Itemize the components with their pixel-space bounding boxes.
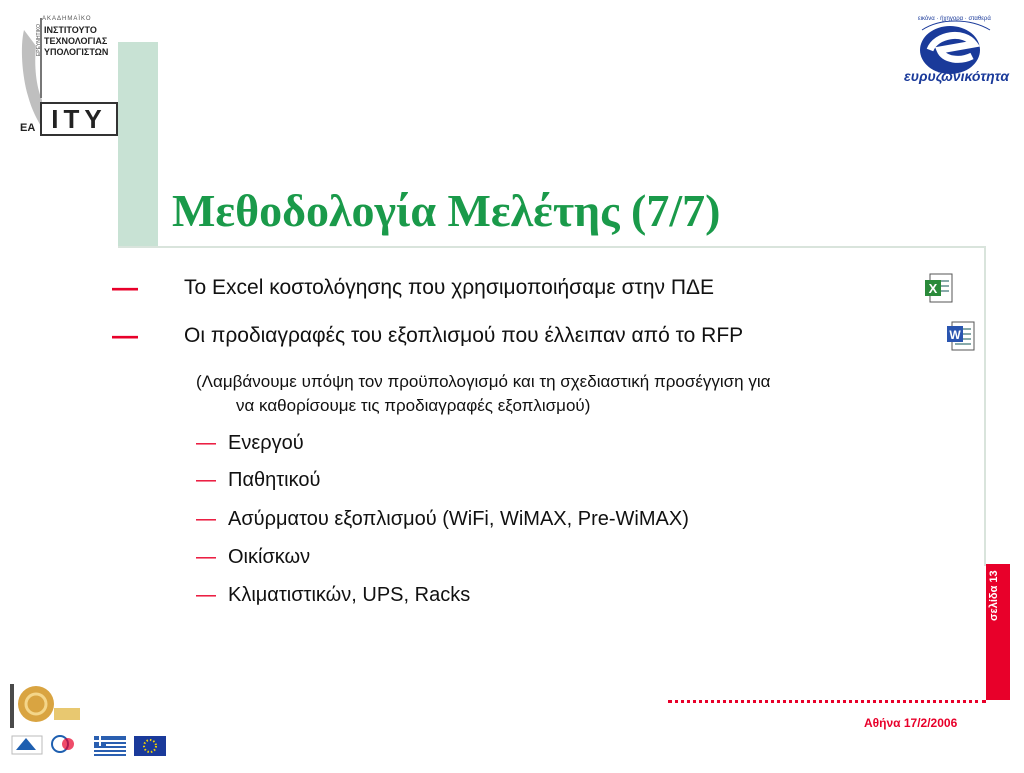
ity-ea-label: ΕΑ bbox=[20, 122, 36, 134]
title-accent-bar bbox=[118, 42, 158, 247]
specs-note-line1: (Λαμβάνουμε υπόψη τον προϋπολογισμό και τη σχεδιαστική προσέγγιση για bbox=[196, 372, 771, 391]
content-right-rule bbox=[984, 248, 986, 566]
ity-institute-name bbox=[44, 25, 108, 58]
bullet-excel bbox=[112, 272, 715, 302]
bullet-excel-text: Το Excel κοστολόγησης που χρησιμοποιήσαμε στην ΠΔΕ bbox=[184, 276, 715, 299]
information-society-logo bbox=[18, 686, 80, 722]
word-file-icon[interactable] bbox=[946, 320, 976, 352]
ity-research-label: ΕΡΕΥΝΗΤΙΚΟ bbox=[36, 24, 42, 57]
eu-flag-icon bbox=[134, 736, 166, 756]
list-item-text: Ασύρματου εξοπλισμού (WiFi, WiMAX, Pre-WiMAX) bbox=[228, 508, 689, 530]
bullet-marker: — bbox=[112, 320, 138, 350]
specs-note bbox=[196, 370, 976, 418]
list-item bbox=[196, 469, 320, 492]
list-item-text: Κλιματιστικών, UPS, Racks bbox=[228, 584, 471, 606]
bullet-marker: — bbox=[112, 272, 138, 302]
bullet-specs bbox=[112, 320, 744, 350]
greek-flag-icon bbox=[94, 736, 126, 756]
ity-name-line2: ΤΕΧΝΟΛΟΓΙΑΣ bbox=[44, 36, 108, 46]
ity-name-line1: ΙΝΣΤΙΤΟΥΤΟ bbox=[44, 25, 97, 35]
svg-text:W: W bbox=[949, 328, 961, 342]
broadband-word: ευρυζωνικότητα bbox=[904, 68, 1010, 84]
bullet-marker: — bbox=[196, 508, 216, 530]
list-item bbox=[196, 546, 310, 569]
ity-academic-label: ΑΚΑΔΗΜΑΪΚΟ bbox=[42, 16, 92, 22]
bullet-marker: — bbox=[196, 469, 216, 491]
footer-date: Αθήνα 17/2/2006 bbox=[864, 716, 958, 730]
content-top-rule bbox=[118, 246, 986, 248]
list-item bbox=[196, 508, 689, 531]
list-item-text: Ενεργού bbox=[228, 432, 304, 454]
bullet-marker: — bbox=[196, 432, 216, 454]
specs-note-line2: να καθορίσουμε τις προδιαγραφές εξοπλισμού) bbox=[236, 396, 591, 415]
page-number-label: σελίδα 13 bbox=[988, 570, 1000, 621]
information-society-bar bbox=[10, 684, 14, 728]
list-item-text: Οικίσκων bbox=[228, 546, 311, 568]
partner-logo-1 bbox=[12, 736, 42, 754]
ity-name-line3: ΥΠΟΛΟΓΙΣΤΩΝ bbox=[44, 47, 109, 57]
bullet-marker: — bbox=[196, 546, 216, 568]
partner-logo-2 bbox=[52, 736, 74, 752]
bullet-marker: — bbox=[196, 584, 216, 606]
broadband-logo bbox=[900, 16, 1010, 90]
list-item-text: Παθητικού bbox=[228, 469, 321, 491]
sponsor-logos bbox=[0, 680, 180, 768]
footer-dotted-rule bbox=[668, 700, 986, 703]
broadband-arc-text: εικόνα · ήχηγορα · σταθερά bbox=[918, 16, 991, 22]
page-number-tab bbox=[986, 564, 1010, 700]
bullet-specs-text: Οι προδιαγραφές του εξοπλισμού που έλλειπαν από το RFP bbox=[184, 324, 744, 347]
ity-badge: ITY bbox=[40, 102, 118, 136]
ity-logo bbox=[18, 16, 118, 136]
list-item bbox=[196, 584, 470, 607]
slide-title: Μεθοδολογία Μελέτης (7/7) bbox=[172, 185, 721, 236]
list-item bbox=[196, 432, 304, 455]
svg-text:X: X bbox=[928, 281, 938, 296]
excel-file-icon[interactable] bbox=[924, 272, 954, 304]
